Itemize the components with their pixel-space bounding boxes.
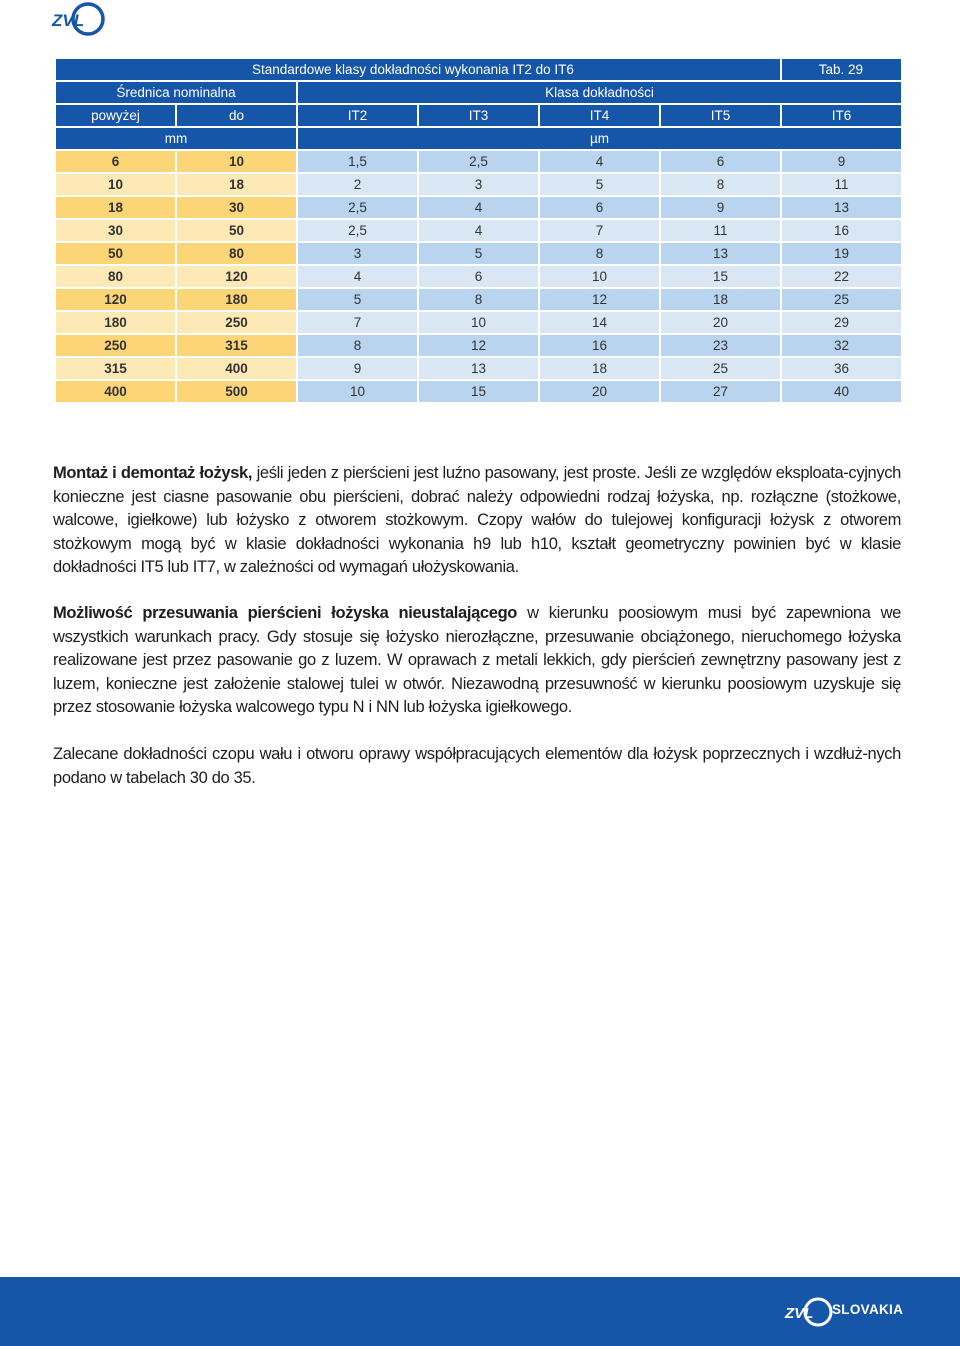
cell-it3: 12 bbox=[418, 334, 539, 357]
cell-it3: 2,5 bbox=[418, 150, 539, 173]
table-row bbox=[55, 334, 902, 357]
nominal-diameter-header: Średnica nominalna bbox=[55, 81, 297, 104]
paragraph-sliding-body: w kierunku poosiowym musi być zapewniona we wszystkich warunkach pracy. Gdy stosuje się łożysko nierozłączne, przesuwanie obciążonego, nieruchomego łożyska realizowane jest przez pasowanie go z luzem. W oprawach z metali lekkich, gdy pierścień zewnętrzny pasowany jest z luzem, konieczne jest założenie stalowej tulei w otwór. Niezawodną przesuwność w kierunku poosiowym uzyskuje się przez stosowanie łożyska walcowego typu N i NN lub łożyska igiełkowego. bbox=[53, 604, 902, 716]
table-row bbox=[55, 196, 902, 219]
cell-it4: 6 bbox=[539, 196, 660, 219]
cell-it6: 22 bbox=[781, 265, 902, 288]
cell-it4: 5 bbox=[539, 173, 660, 196]
cell-to: 10 bbox=[176, 150, 297, 173]
paragraph-mounting bbox=[53, 462, 901, 580]
cell-to: 120 bbox=[176, 265, 297, 288]
footer-brand-text: SLOVAKIA bbox=[832, 1302, 904, 1317]
cell-it3: 8 bbox=[418, 288, 539, 311]
cell-to: 500 bbox=[176, 380, 297, 403]
cell-it3: 4 bbox=[418, 196, 539, 219]
cell-it4: 16 bbox=[539, 334, 660, 357]
cell-it2: 2 bbox=[297, 173, 418, 196]
cell-it3: 10 bbox=[418, 311, 539, 334]
table-row bbox=[55, 311, 902, 334]
cell-it3: 3 bbox=[418, 173, 539, 196]
col-header-it3: IT3 bbox=[418, 104, 539, 127]
table-row bbox=[55, 150, 902, 173]
cell-it2: 10 bbox=[297, 380, 418, 403]
cell-it6: 11 bbox=[781, 173, 902, 196]
cell-above: 6 bbox=[55, 150, 176, 173]
cell-above: 400 bbox=[55, 380, 176, 403]
col-header-it5: IT5 bbox=[660, 104, 781, 127]
paragraph-recommendation bbox=[53, 743, 901, 790]
cell-above: 120 bbox=[55, 288, 176, 311]
cell-it5: 6 bbox=[660, 150, 781, 173]
cell-it4: 14 bbox=[539, 311, 660, 334]
cell-above: 10 bbox=[55, 173, 176, 196]
paragraph-mounting-body: jeśli jeden z pierścieni jest luźno pasowany, jest proste. Jeśli ze względów eksploata-cyjnych konieczne jest ciasne pasowanie obu pierścieni, dobrać należy odpowiedni rodzaj łożyska, np. rozłączne (stożkowe, walcowe, igiełkowe) lub łożysko z otworem stożkowym. Czopy wałów do tulejowej konfiguracji łożysk z otworem stożkowym mogą być w klasie dokładności wykonania h9 lub h10, kształt geometryczny powinien być w klasie dokładności IT5 lub IT7, w zależności od wymagań ułożyskowania. bbox=[53, 464, 901, 576]
cell-it3: 6 bbox=[418, 265, 539, 288]
unit-tolerance: µm bbox=[297, 127, 902, 150]
cell-it2: 1,5 bbox=[297, 150, 418, 173]
cell-it2: 4 bbox=[297, 265, 418, 288]
cell-it2: 7 bbox=[297, 311, 418, 334]
table-row bbox=[55, 288, 902, 311]
cell-to: 18 bbox=[176, 173, 297, 196]
cell-it3: 15 bbox=[418, 380, 539, 403]
zvl-logo-text: ZVL bbox=[52, 11, 85, 30]
cell-to: 80 bbox=[176, 242, 297, 265]
table-row bbox=[55, 265, 902, 288]
cell-it4: 4 bbox=[539, 150, 660, 173]
cell-it6: 32 bbox=[781, 334, 902, 357]
cell-to: 400 bbox=[176, 357, 297, 380]
cell-it5: 15 bbox=[660, 265, 781, 288]
cell-it2: 9 bbox=[297, 357, 418, 380]
tolerance-table bbox=[54, 57, 903, 404]
table-row bbox=[55, 357, 902, 380]
unit-diameter: mm bbox=[55, 127, 297, 150]
paragraph-recommendation-body: Zalecane dokładności czopu wału i otworu oprawy współpracujących elementów dla łożysk poprzecznych i wzdłuż-nych podano w tabelach 30 do 35. bbox=[53, 745, 901, 787]
zvl-logo-icon bbox=[50, 2, 106, 36]
cell-it5: 11 bbox=[660, 219, 781, 242]
cell-to: 180 bbox=[176, 288, 297, 311]
cell-it4: 7 bbox=[539, 219, 660, 242]
cell-it5: 23 bbox=[660, 334, 781, 357]
cell-it2: 5 bbox=[297, 288, 418, 311]
cell-it2: 2,5 bbox=[297, 219, 418, 242]
cell-it6: 9 bbox=[781, 150, 902, 173]
cell-it5: 20 bbox=[660, 311, 781, 334]
cell-it2: 8 bbox=[297, 334, 418, 357]
cell-above: 18 bbox=[55, 196, 176, 219]
table-row bbox=[55, 173, 902, 196]
cell-above: 80 bbox=[55, 265, 176, 288]
zvl-footer-logo-text: ZVL bbox=[785, 1305, 814, 1322]
cell-it6: 16 bbox=[781, 219, 902, 242]
cell-it6: 29 bbox=[781, 311, 902, 334]
cell-it6: 19 bbox=[781, 242, 902, 265]
cell-it5: 9 bbox=[660, 196, 781, 219]
cell-it3: 13 bbox=[418, 357, 539, 380]
table-title: Standardowe klasy dokładności wykonania IT2 do IT6 bbox=[55, 58, 781, 81]
cell-it2: 3 bbox=[297, 242, 418, 265]
cell-to: 30 bbox=[176, 196, 297, 219]
cell-above: 50 bbox=[55, 242, 176, 265]
table-row bbox=[55, 380, 902, 403]
cell-above: 315 bbox=[55, 357, 176, 380]
cell-it6: 36 bbox=[781, 357, 902, 380]
paragraph-sliding-lead: Możliwość przesuwania pierścieni łożyska nieustalającego bbox=[53, 604, 518, 622]
cell-above: 180 bbox=[55, 311, 176, 334]
cell-it5: 13 bbox=[660, 242, 781, 265]
cell-it5: 27 bbox=[660, 380, 781, 403]
col-header-it2: IT2 bbox=[297, 104, 418, 127]
zvl-footer-logo-icon bbox=[784, 1296, 834, 1328]
cell-above: 30 bbox=[55, 219, 176, 242]
cell-it3: 4 bbox=[418, 219, 539, 242]
cell-it5: 8 bbox=[660, 173, 781, 196]
cell-above: 250 bbox=[55, 334, 176, 357]
col-header-to: do bbox=[176, 104, 297, 127]
cell-to: 250 bbox=[176, 311, 297, 334]
accuracy-class-header: Klasa dokładności bbox=[297, 81, 902, 104]
col-header-it4: IT4 bbox=[539, 104, 660, 127]
paragraph-sliding bbox=[53, 602, 901, 720]
cell-to: 50 bbox=[176, 219, 297, 242]
table-row bbox=[55, 219, 902, 242]
paragraph-mounting-lead: Montaż i demontaż łożysk, bbox=[53, 464, 253, 482]
cell-it4: 12 bbox=[539, 288, 660, 311]
cell-it6: 13 bbox=[781, 196, 902, 219]
cell-to: 315 bbox=[176, 334, 297, 357]
cell-it4: 18 bbox=[539, 357, 660, 380]
cell-it4: 8 bbox=[539, 242, 660, 265]
cell-it5: 25 bbox=[660, 357, 781, 380]
cell-it4: 20 bbox=[539, 380, 660, 403]
table-number: Tab. 29 bbox=[781, 58, 902, 81]
col-header-above: powyżej bbox=[55, 104, 176, 127]
cell-it3: 5 bbox=[418, 242, 539, 265]
col-header-it6: IT6 bbox=[781, 104, 902, 127]
table-row bbox=[55, 242, 902, 265]
cell-it4: 10 bbox=[539, 265, 660, 288]
cell-it6: 40 bbox=[781, 380, 902, 403]
cell-it2: 2,5 bbox=[297, 196, 418, 219]
cell-it6: 25 bbox=[781, 288, 902, 311]
cell-it5: 18 bbox=[660, 288, 781, 311]
